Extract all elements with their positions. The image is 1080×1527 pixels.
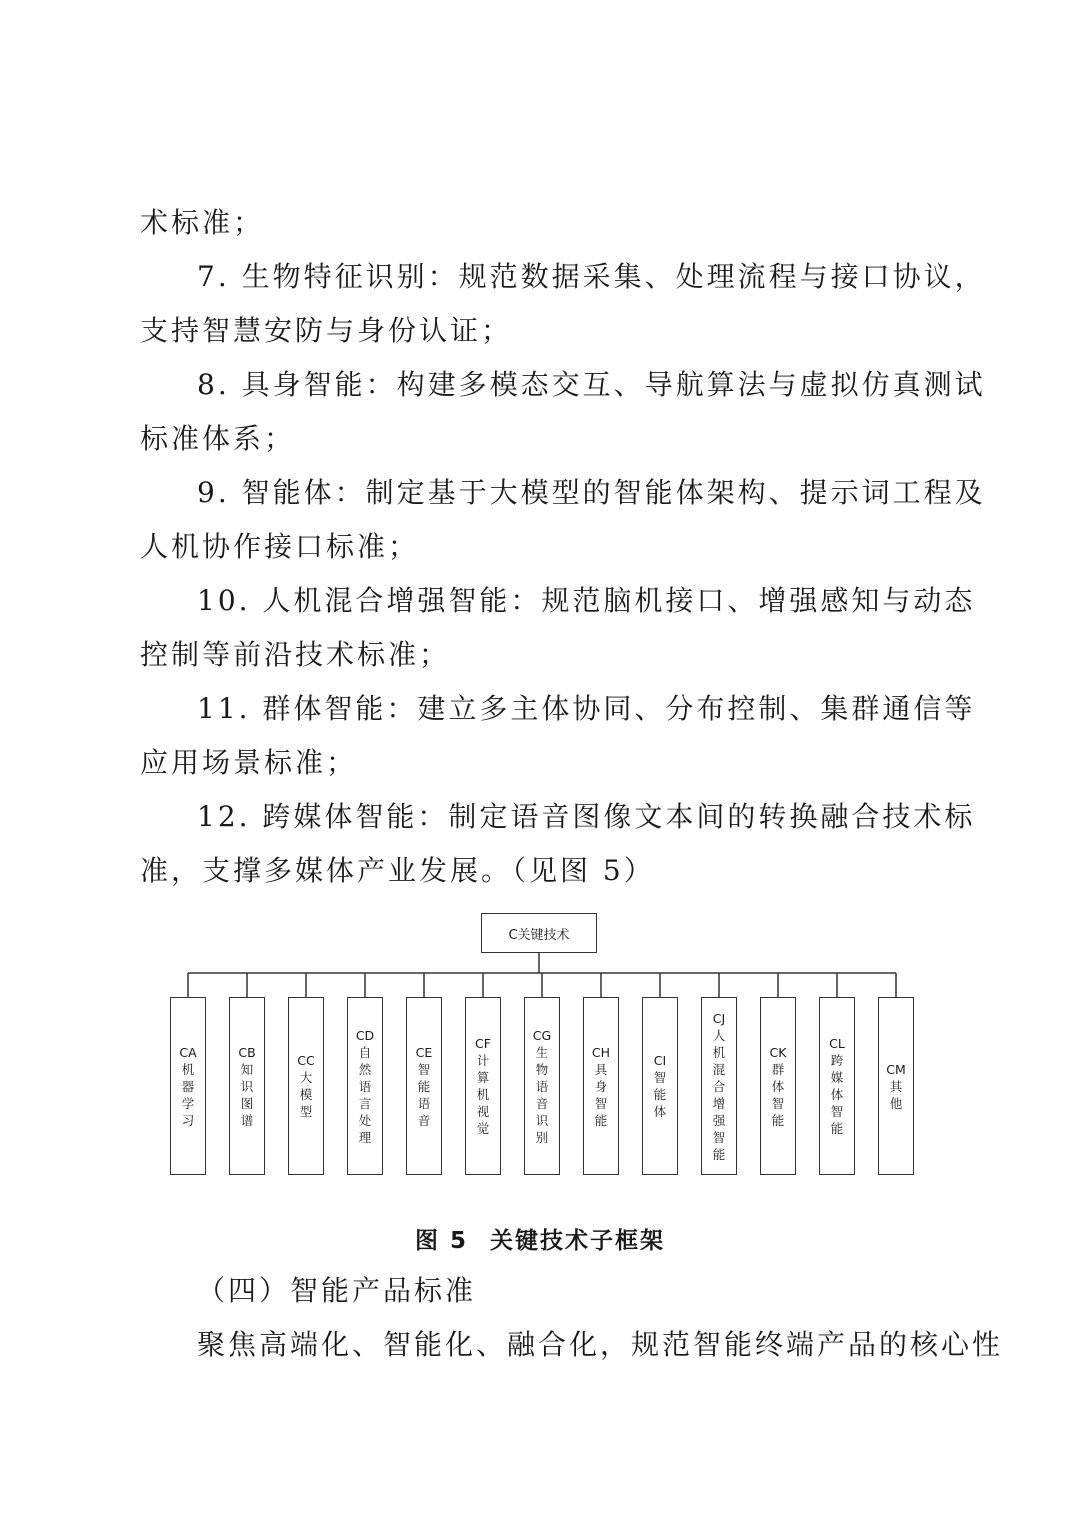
item-7-line-2: 支持智慧安防与身份认证； — [140, 314, 513, 347]
diagram-node-label: 其他 — [889, 1078, 903, 1111]
diagram-node-code: CK — [769, 1044, 787, 1060]
diagram-node-ca — [170, 997, 206, 1175]
final-paragraph-line: 聚焦高端化、智能化、融合化，规范智能终端产品的核心性 — [197, 1328, 1004, 1361]
diagram-node-code: CM — [886, 1061, 906, 1077]
figure-caption-label: 图 5 — [414, 1228, 468, 1254]
diagram-node-ce — [406, 997, 442, 1175]
section-heading: （四）智能产品标准 — [197, 1274, 477, 1307]
diagram-node-label: 人机混合增强智能 — [712, 1027, 726, 1162]
diagram-node-label: 群体智能 — [771, 1061, 785, 1128]
diagram-node-label: 智能语音 — [417, 1061, 431, 1128]
diagram-node-label: 计算机视觉 — [476, 1053, 490, 1136]
diagram-node-label: 自然语言处理 — [358, 1044, 372, 1145]
diagram-node-cl — [819, 997, 855, 1175]
diagram-node-label: 知识图谱 — [240, 1061, 254, 1128]
body-line-1: 术标准； — [140, 206, 265, 239]
diagram-node-ci — [642, 997, 678, 1175]
diagram-node-code: CF — [475, 1036, 491, 1051]
figure-caption — [0, 1222, 1080, 1255]
item-7-line-1: 7. 生物特征识别：规范数据采集、处理流程与接口协议， — [197, 260, 986, 293]
diagram-node-code: CD — [355, 1027, 375, 1043]
diagram-node-label: 大模型 — [299, 1070, 313, 1119]
diagram-node-code: CJ — [712, 1010, 726, 1026]
item-9-line-1: 9. 智能体：制定基于大模型的智能体架构、提示词工程及 — [197, 476, 986, 509]
diagram-node-code: CG — [532, 1027, 552, 1043]
item-10-line-2: 控制等前沿技术标准； — [140, 638, 451, 671]
diagram-node-code: CA — [179, 1044, 197, 1060]
diagram-node-cb — [229, 997, 265, 1175]
diagram-node-code: CC — [297, 1053, 315, 1068]
diagram-node-label: 机器学习 — [181, 1061, 195, 1128]
key-tech-diagram — [160, 905, 930, 1185]
diagram-node-cc — [288, 997, 324, 1175]
diagram-node-label: 具身智能 — [594, 1061, 608, 1128]
item-12-line-2: 准，支撑多媒体产业发展。（见图 5） — [140, 854, 655, 887]
diagram-node-cf — [465, 997, 501, 1175]
diagram-node-ch — [583, 997, 619, 1175]
item-11-line-2: 应用场景标准； — [140, 746, 358, 779]
diagram-node-cj — [701, 997, 737, 1175]
diagram-node-label: 跨媒体智能 — [830, 1053, 844, 1136]
diagram-node-code: CL — [829, 1036, 845, 1051]
diagram-node-label: 生物语音识别 — [535, 1044, 549, 1145]
diagram-node-code: CI — [653, 1053, 667, 1068]
item-10-line-1: 10. 人机混合增强智能：规范脑机接口、增强感知与动态 — [197, 584, 976, 617]
diagram-node-ck — [760, 997, 796, 1175]
diagram-node-code: CE — [415, 1044, 433, 1060]
diagram-node-cg — [524, 997, 560, 1175]
item-8-line-2: 标准体系； — [140, 422, 296, 455]
diagram-node-code: CH — [591, 1044, 611, 1060]
diagram-node-code: CB — [238, 1044, 256, 1060]
item-11-line-1: 11. 群体智能：建立多主体协同、分布控制、集群通信等 — [197, 692, 976, 725]
diagram-root-node: C关键技术 — [481, 913, 597, 953]
diagram-node-label: 智能体 — [653, 1070, 667, 1119]
item-8-line-1: 8. 具身智能：构建多模态交互、导航算法与虚拟仿真测试 — [197, 368, 986, 401]
item-9-line-2: 人机协作接口标准； — [140, 530, 420, 563]
figure-caption-title: 关键技术子框架 — [490, 1228, 665, 1254]
diagram-node-cd — [347, 997, 383, 1175]
item-12-line-1: 12. 跨媒体智能：制定语音图像文本间的转换融合技术标 — [197, 800, 976, 833]
diagram-node-cm — [878, 997, 914, 1175]
